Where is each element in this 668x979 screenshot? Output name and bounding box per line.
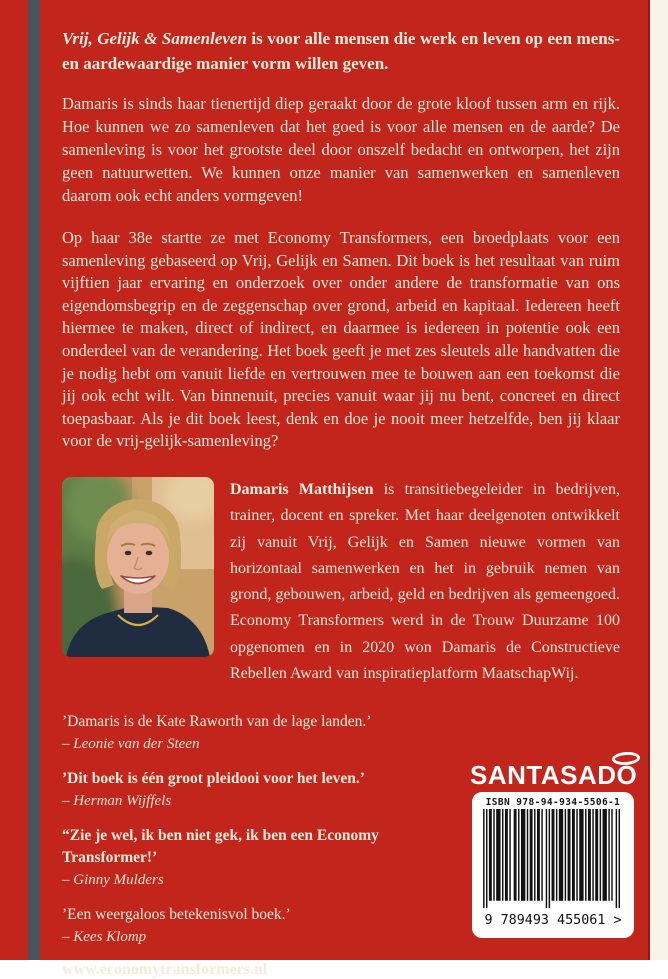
quote-author: – Ginny Mulders [62, 872, 164, 889]
quote-item [62, 768, 464, 812]
author-bio-text [230, 477, 620, 687]
quote-author: – Leonie van der Steen [62, 736, 200, 753]
body-paragraph-2: Op haar 38e startte ze met Economy Transformers, een broedplaats voor een samenleving gebaseerd op Vrij, Gelijk en Samen. Dit boek is het resultaat van ruim vijftien jaar ervaring en onderzoek over onder andere de transformatie van ons eigendomsbegrip en de zeggenschap over grond, arbeid en kapitaal. Iedereen heeft hiermee te maken, direct of indirect, en daarmee is iedereen in potentie ook een onderdeel van de verandering. Het boek geeft je met zes sleutels alle handvatten die je nodig hebt om vanuit liefde en vertrouwen mee te bouwen aan een toekomst die jij ook echt wilt. Van binnenuit, precies vanuit waar jij nu bent, concreet en direct toepasbaar. Als je dit boek leest, denk en doe je nooit meer hetzelfde, ben jij klaar voor de vrij-gelijk-samenleving? [62, 228, 620, 451]
quote-author: – Kees Klomp [62, 929, 147, 946]
body-paragraph-1: Damaris is sinds haar tienertijd diep geraakt door de grote kloof tussen arm en rijk. Hoe kunnen we zo samenleven dat het goed is voor alle mensen en de aarde? De samenleving is voor het grootste deel door onszelf bedacht en ontworpen, het zijn geen natuurwetten. We kunnen onze manier van samenwerken en samenleven daarom ook echt anders vormgeven! [62, 94, 620, 205]
quote-author: – Herman Wijffels [62, 793, 172, 810]
isbn-label: ISBN 978-94-934-5506-1 [485, 797, 621, 808]
publisher-block [468, 760, 640, 938]
quote-item [62, 904, 464, 948]
isbn-barcode-box [472, 792, 634, 938]
endorsement-quotes [62, 711, 464, 948]
quote-text: ’Een weergaloos betekenisvol boek.’ [62, 906, 291, 924]
quote-text: “Zie je wel, ik ben niet gek, ik ben een Economy Transformer!’ [62, 827, 379, 867]
author-photo [62, 477, 214, 657]
publisher-name: SANTASADO [470, 760, 638, 790]
ean-barcode [480, 809, 626, 927]
author-bio-rest: is transitiebegeleider in bedrijven, trainer, docent en spreker. Met haar deelgenoten ontwikkelt zij vanuit Vrij, Gelijk en Samen nieuwe vormen van horizontaal samenwerken en het in gebruik nemen van grond, gebouwen, arbeid, geld en bedrijven als gemeengoed. Economy Transformers werd in de Trouw Duurzame 100 opgenomen en in 2020 won Damaris de Constructieve Rebellen Award van inspiratieplatform MaatschapWij. [230, 480, 621, 683]
quote-text: ’Dit boek is één groot pleidooi voor het leven.’ [62, 770, 365, 788]
author-name: Damaris Matthijsen [230, 480, 374, 498]
intro-paragraph [62, 26, 620, 76]
website-url: www.economytransformers.nl [62, 961, 268, 979]
spine-fold-strip [28, 0, 40, 960]
book-title-inline: Vrij, Gelijk & Samenleven [62, 29, 247, 48]
page-edge-strip [650, 0, 668, 960]
author-bio-section [62, 477, 620, 687]
quote-item [62, 711, 464, 755]
quote-text: ’Damaris is de Kate Raworth van de lage landen.’ [62, 713, 372, 731]
publisher-logo [470, 760, 637, 790]
intro-text: is voor alle mensen die werk en leven op een mens- en aardewaardige manier vorm willen geven. [62, 29, 620, 73]
barcode-digits: 9 789493 455061 > [484, 913, 622, 929]
quote-item [62, 825, 464, 891]
